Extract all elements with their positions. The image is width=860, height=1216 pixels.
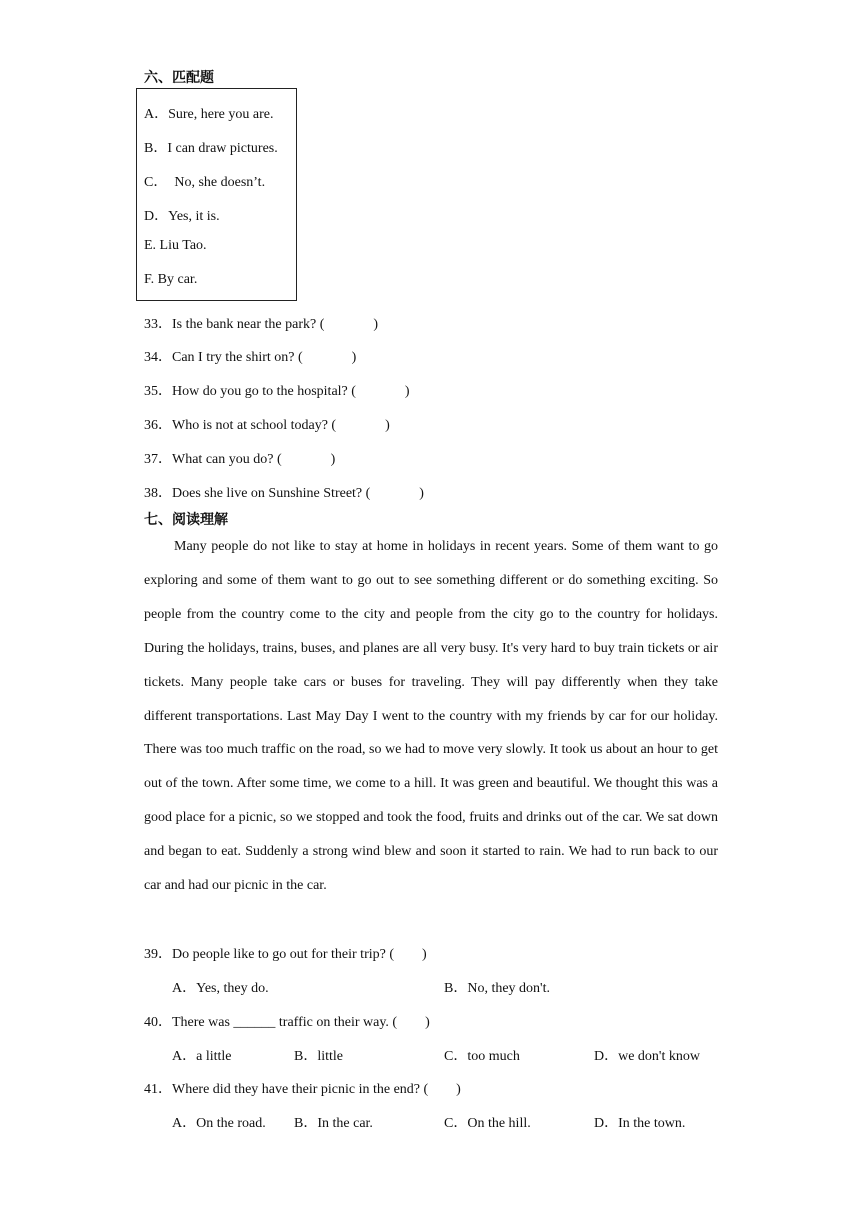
section-6-heading: 六、匹配题 — [144, 70, 214, 86]
option-f: F. By car. — [144, 272, 198, 287]
question-37: 37．What can you do? ( ) — [144, 452, 336, 467]
question-35: 35．How do you go to the hospital? ( ) — [144, 384, 410, 399]
option-d: D．Yes, it is. — [144, 209, 220, 224]
q40-choice-c: C．too much — [444, 1049, 520, 1064]
question-34: 34．Can I try the shirt on? ( ) — [144, 350, 357, 365]
q40-choice-b: B．little — [294, 1049, 343, 1064]
option-b: B．I can draw pictures. — [144, 141, 278, 156]
reading-passage: Many people do not like to stay at home in holidays in recent years. Some of them want to go exploring and some of them want to go out to see something different or do something exciting. So people from the country come to the city and people from the city go to the country for holidays. During the holidays, trains, buses, and planes are all very busy. It's very hard to buy train tickets or air tickets. Many people take cars or buses for traveling. They will pay differently when they take different transportations. Last May Day I went to the country with my friends by car for our holiday. There was too much traffic on the road, so we had to move very slowly. It took us about an hour to get out of the town. After some time, we come to a hill. It was green and beautiful. We thought this was a good place for a picnic, so we stopped and took the food, fruits and drinks out of the car. We sat down and began to eat. Suddenly a strong wind blew and soon it started to rain. We had to run back to our car and had our picnic in the car. — [144, 539, 718, 894]
question-33: 33．Is the bank near the park? ( ) — [144, 317, 379, 332]
q40-choice-a: A．a little — [172, 1049, 232, 1064]
q40-choice-d: D．we don't know — [594, 1049, 700, 1064]
question-38: 38．Does she live on Sunshine Street? ( ) — [144, 486, 424, 501]
question-41: 41．Where did they have their picnic in the end? ( ) — [144, 1082, 461, 1097]
q41-choice-c: C．On the hill. — [444, 1116, 531, 1131]
option-a: A．Sure, here you are. — [144, 107, 274, 122]
q41-choice-a: A．On the road. — [172, 1116, 266, 1131]
section-7-heading: 七、阅读理解 — [144, 512, 228, 528]
question-36: 36．Who is not at school today? ( ) — [144, 418, 390, 433]
q41-choice-d: D．In the town. — [594, 1116, 686, 1131]
q39-choice-b: B．No, they don't. — [444, 981, 550, 996]
question-39: 39．Do people like to go out for their trip? ( ) — [144, 947, 427, 962]
question-40: 40．There was ______ traffic on their way. ( ) — [144, 1015, 430, 1030]
option-e: E. Liu Tao. — [144, 238, 207, 253]
q41-choice-b: B．In the car. — [294, 1116, 373, 1131]
q39-choice-a: A．Yes, they do. — [172, 981, 269, 996]
option-c: C． No, she doesn’t. — [144, 175, 266, 190]
